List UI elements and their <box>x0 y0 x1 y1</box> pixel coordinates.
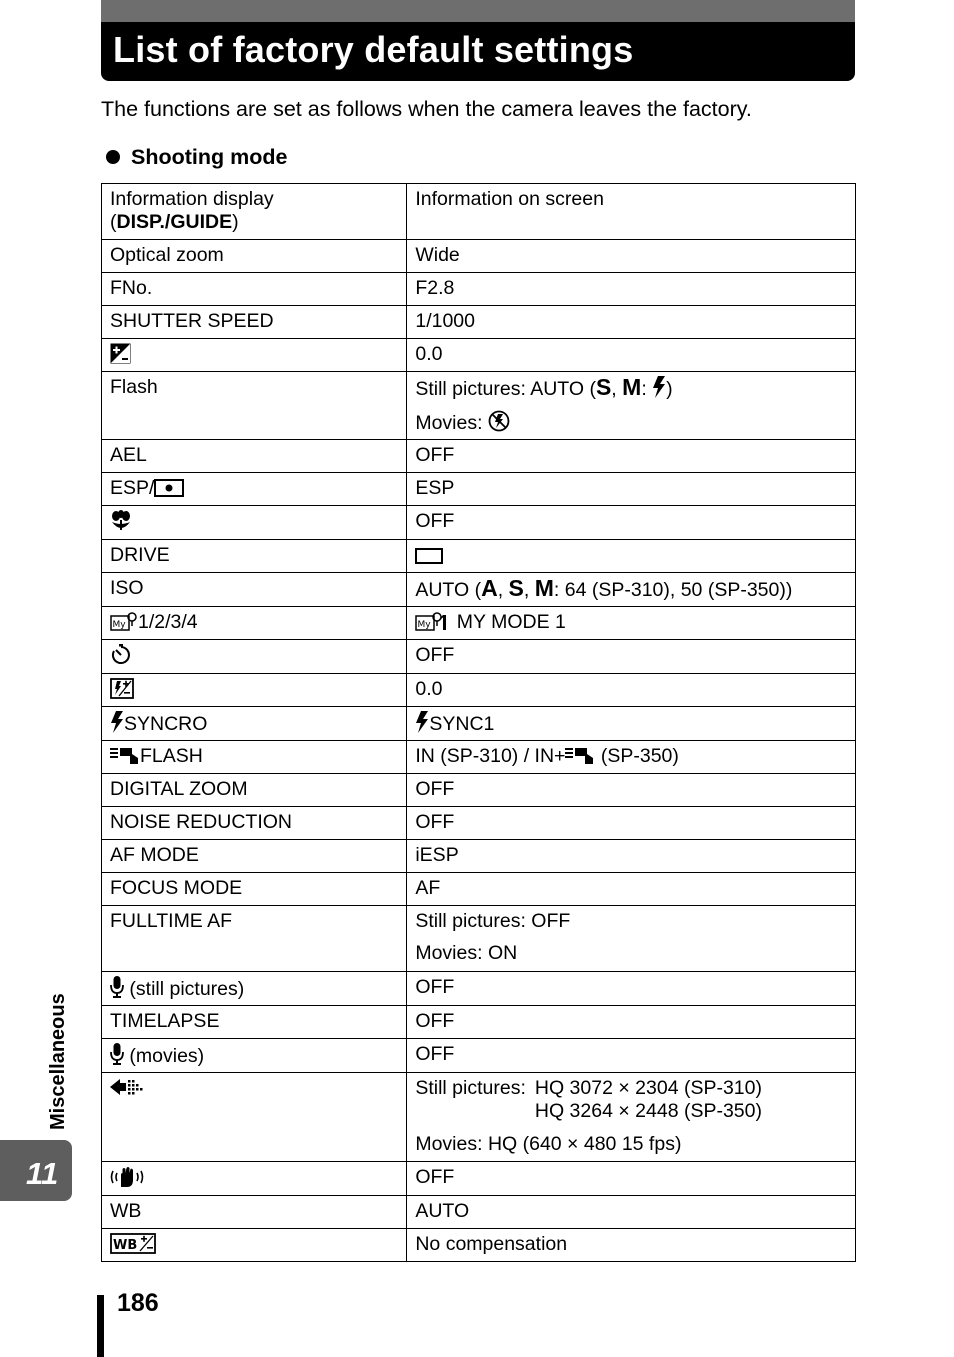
setting-name: FLASH <box>102 741 407 774</box>
exposure-compensation-icon <box>110 343 131 364</box>
single-frame-icon <box>415 548 443 564</box>
setting-name: FOCUS MODE <box>102 873 407 906</box>
table-row <box>102 840 856 873</box>
chapter-number: 11 <box>26 1156 59 1191</box>
setting-name <box>102 674 407 707</box>
setting-value: Still pictures: HQ 3072 × 2304 (SP-310) HQ 3264 × 2448 (SP-350) Movies: HQ (640 × 480 15 fps) <box>407 1073 856 1162</box>
flash-icon <box>652 376 666 398</box>
setting-name: ESP/ <box>102 473 407 506</box>
slave-flash-icon <box>565 745 595 765</box>
page-title: List of factory default settings <box>113 29 634 70</box>
setting-name: WB <box>102 1196 407 1229</box>
table-row <box>102 1039 856 1073</box>
table-row <box>102 506 856 540</box>
setting-value: OFF <box>407 774 856 807</box>
title-bar <box>101 0 855 81</box>
setting-value: OFF <box>407 440 856 473</box>
table-row <box>102 607 856 640</box>
settings-table <box>101 183 856 1262</box>
setting-name: DRIVE <box>102 540 407 573</box>
setting-value: Still pictures: AUTO (S, M: ) Movies: <box>407 372 856 440</box>
spot-metering-icon <box>154 479 184 497</box>
setting-value: Still pictures: OFF Movies: ON <box>407 906 856 972</box>
setting-name: TIMELAPSE <box>102 1006 407 1039</box>
section-heading <box>106 143 287 171</box>
my-mode-icon <box>110 611 138 631</box>
table-row <box>102 184 856 240</box>
table-row <box>102 573 856 607</box>
setting-value: 1/1000 <box>407 306 856 339</box>
macro-icon <box>110 510 132 532</box>
table-row <box>102 1196 856 1229</box>
table-row <box>102 1073 856 1162</box>
setting-name: Flash <box>102 372 407 440</box>
setting-value: IN (SP-310) / IN+ (SP-350) <box>407 741 856 774</box>
wb-compensation-icon <box>110 1233 156 1254</box>
setting-value: AF <box>407 873 856 906</box>
table-row <box>102 807 856 840</box>
microphone-icon <box>110 976 124 998</box>
svg-text:WB: WB <box>113 1238 138 1253</box>
microphone-icon <box>110 1043 124 1065</box>
image-quality-icon <box>110 1077 144 1097</box>
setting-name: FNo. <box>102 273 407 306</box>
setting-name: NOISE REDUCTION <box>102 807 407 840</box>
setting-value: AUTO (A, S, M: 64 (SP-310), 50 (SP-350)) <box>407 573 856 607</box>
setting-value: My MY MODE 1 <box>407 607 856 640</box>
table-row <box>102 741 856 774</box>
flash-compensation-icon <box>110 678 134 699</box>
section-heading-text: Shooting mode <box>131 145 288 169</box>
svg-text:My: My <box>417 620 431 630</box>
setting-value: 0.0 <box>407 339 856 372</box>
setting-value <box>407 540 856 573</box>
chapter-label: Miscellaneous <box>47 993 69 1130</box>
setting-name <box>102 640 407 674</box>
table-row <box>102 339 856 372</box>
table-row <box>102 1229 856 1262</box>
table-row <box>102 774 856 807</box>
table-row <box>102 1162 856 1196</box>
setting-name <box>102 506 407 540</box>
setting-value: OFF <box>407 640 856 674</box>
table-row <box>102 972 856 1006</box>
setting-name: AEL <box>102 440 407 473</box>
resolution-grid: Still pictures: HQ 3072 × 2304 (SP-310) HQ 3264 × 2448 (SP-350) <box>415 1077 762 1122</box>
self-timer-icon <box>110 644 132 666</box>
setting-value: AUTO <box>407 1196 856 1229</box>
setting-name: Optical zoom <box>102 240 407 273</box>
table-row <box>102 473 856 506</box>
setting-value: No compensation <box>407 1229 856 1262</box>
setting-name: AF MODE <box>102 840 407 873</box>
setting-value: ESP <box>407 473 856 506</box>
setting-value: OFF <box>407 972 856 1006</box>
title-stripe <box>101 0 855 22</box>
flash-icon <box>110 711 124 733</box>
table-row <box>102 873 856 906</box>
table-row <box>102 540 856 573</box>
table-row <box>102 273 856 306</box>
setting-value: Information on screen <box>407 184 856 240</box>
setting-name: (movies) <box>102 1039 407 1073</box>
setting-name: SYNCRO <box>102 707 407 741</box>
bullet-icon <box>106 150 120 164</box>
setting-name <box>102 1229 407 1262</box>
setting-name: Information display (DISP./GUIDE) <box>102 184 407 240</box>
setting-value: OFF <box>407 1162 856 1196</box>
flash-off-icon <box>488 410 510 432</box>
setting-value: iESP <box>407 840 856 873</box>
setting-value: 0.0 <box>407 674 856 707</box>
slave-flash-icon <box>110 745 140 765</box>
table-row <box>102 240 856 273</box>
table-row <box>102 674 856 707</box>
setting-name: FULLTIME AF <box>102 906 407 972</box>
page-number-bar <box>97 1295 104 1357</box>
setting-name: ISO <box>102 573 407 607</box>
setting-name <box>102 339 407 372</box>
setting-value: OFF <box>407 506 856 540</box>
setting-value: OFF <box>407 1039 856 1073</box>
setting-value: Wide <box>407 240 856 273</box>
table-row <box>102 1006 856 1039</box>
table-row <box>102 640 856 674</box>
intro-text: The functions are set as follows when the camera leaves the factory. <box>101 97 752 121</box>
setting-value: OFF <box>407 1006 856 1039</box>
my-mode-icon <box>415 611 451 631</box>
table-row <box>102 906 856 972</box>
setting-value: F2.8 <box>407 273 856 306</box>
setting-name: (still pictures) <box>102 972 407 1006</box>
setting-name: DIGITAL ZOOM <box>102 774 407 807</box>
setting-name <box>102 1073 407 1162</box>
table-row <box>102 440 856 473</box>
table-row <box>102 306 856 339</box>
setting-value: OFF <box>407 807 856 840</box>
setting-value: SYNC1 <box>407 707 856 741</box>
setting-name: SHUTTER SPEED <box>102 306 407 339</box>
table-row <box>102 372 856 440</box>
chapter-tab <box>0 1140 72 1201</box>
flash-icon <box>415 711 429 733</box>
page-number: 186 <box>117 1289 159 1317</box>
table-row <box>102 707 856 741</box>
setting-name <box>102 1162 407 1196</box>
svg-text:My: My <box>112 620 126 630</box>
setting-name: My 1/2/3/4 <box>102 607 407 640</box>
image-stabilizer-icon <box>110 1166 144 1188</box>
